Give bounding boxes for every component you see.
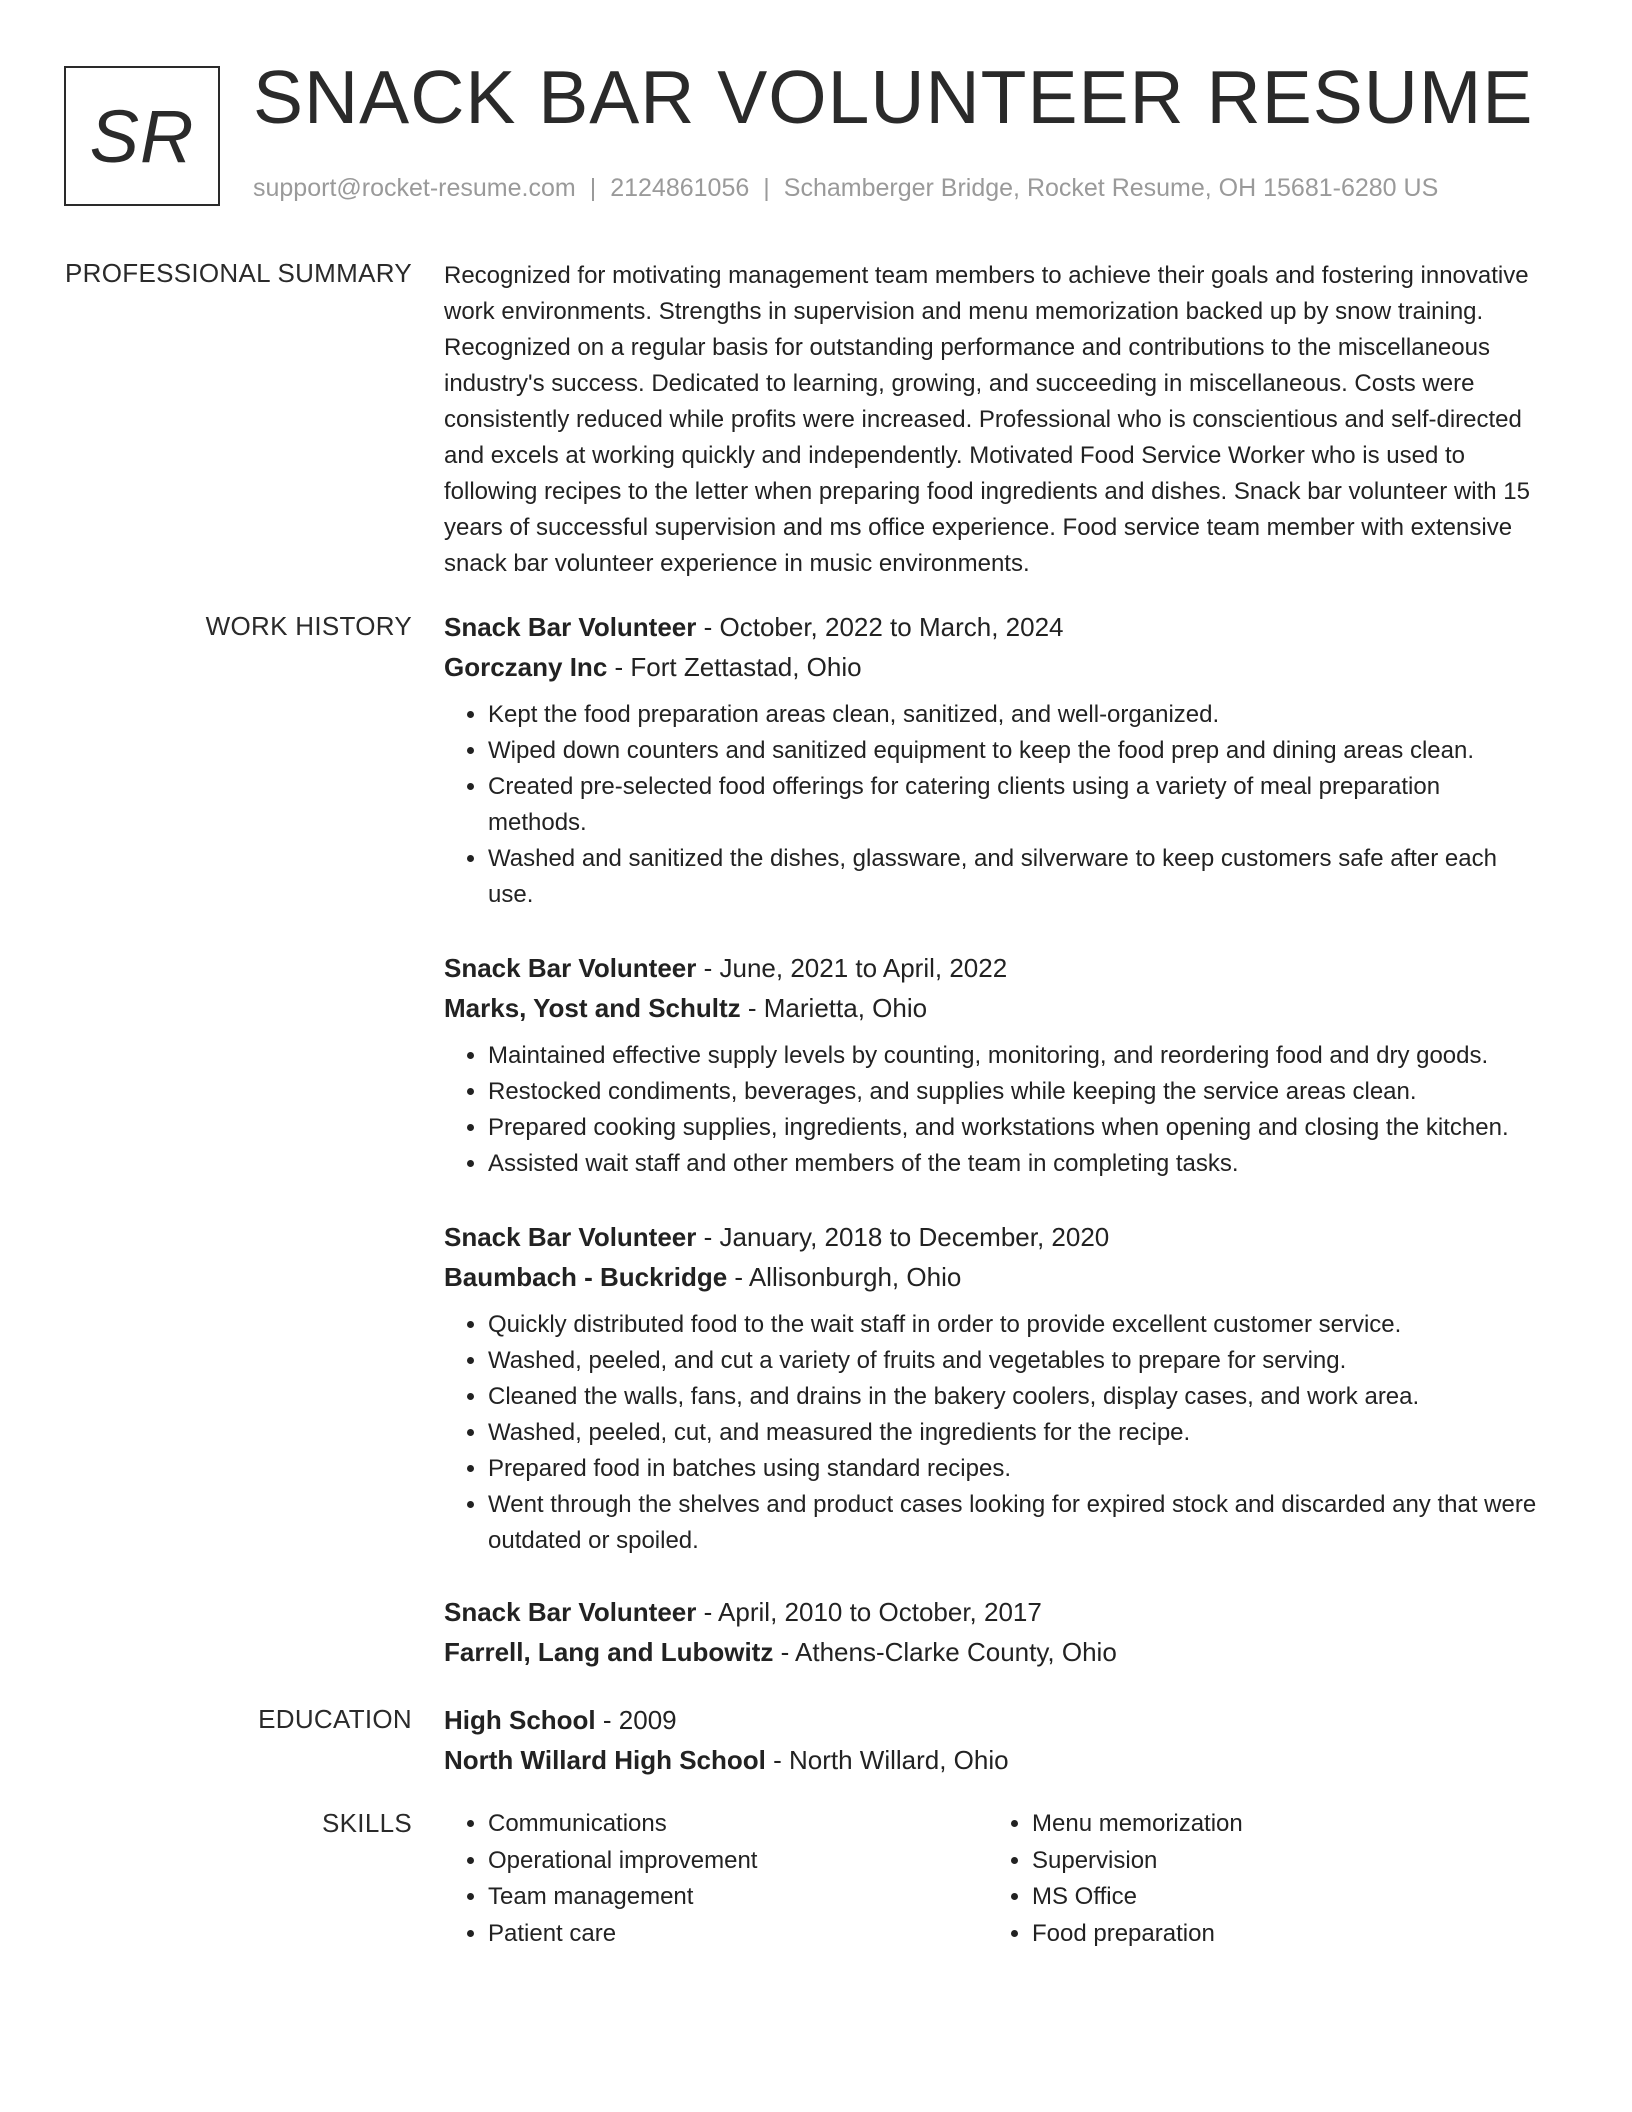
skill-item: • Communications bbox=[488, 1806, 757, 1843]
section-label-skills: SKILLS bbox=[322, 1808, 412, 1838]
job-company: Baumbach - Buckridge bbox=[444, 1262, 728, 1292]
summary-text: Recognized for motivating management team members to achieve their goals and fostering innovative work environments. Strengths in supervision and menu memorization backed up by snow training. Recognized on a regular basis for outstanding performance and contributions to the miscellaneous industry's success. Dedicated to learning, growing, and succeeding in miscellaneous. Costs were consistently reduced while profits were increased. Professional who is conscientious and self-directed and excels at working quickly and independently. Motivated Food Service Worker who is used to following recipes to the letter when preparing food ingredients and dishes. Snack bar volunteer with 15 years of successful supervision and ms office experience. Food service team member with extensive snack bar volunteer experience in music environments. bbox=[444, 262, 1530, 577]
contact-address: Schamberger Bridge, Rocket Resume, OH 15681-6280 US bbox=[783, 174, 1439, 202]
job-bullet: • Went through the shelves and product cases looking for expired stock and discarded any that were outdated or spoiled. bbox=[488, 1487, 1544, 1559]
job-bullet: • Prepared cooking supplies, ingredients, and workstations when opening and closing the kitchen. bbox=[488, 1110, 1544, 1146]
job-title-line bbox=[444, 1592, 1544, 1632]
job-company: Marks, Yost and Schultz bbox=[444, 993, 741, 1023]
job-dates: - October, 2022 to March, 2024 bbox=[696, 612, 1064, 642]
job-bullet: • Assisted wait staff and other members of the team in completing tasks. bbox=[488, 1146, 1544, 1182]
job-title: Snack Bar Volunteer bbox=[444, 1597, 697, 1627]
contact-email[interactable]: support@rocket-resume.com bbox=[253, 174, 576, 202]
skill-item: • Team management bbox=[488, 1879, 757, 1916]
job-bullet: • Washed, peeled, and cut a variety of fruits and vegetables to prepare for serving. bbox=[488, 1343, 1544, 1379]
job-location: - Fort Zettastad, Ohio bbox=[607, 652, 862, 682]
job-dates: - January, 2018 to December, 2020 bbox=[696, 1222, 1110, 1252]
job-location: - Athens-Clarke County, Ohio bbox=[773, 1637, 1117, 1667]
job-bullet: • Wiped down counters and sanitized equipment to keep the food prep and dining areas clean. bbox=[488, 733, 1544, 769]
section-label-summary: PROFESSIONAL SUMMARY bbox=[65, 258, 412, 288]
skills-list-right bbox=[988, 1806, 1243, 1952]
job-location: - Marietta, Ohio bbox=[740, 993, 928, 1023]
skill-item: • Patient care bbox=[488, 1916, 757, 1953]
job-bullet: • Restocked condiments, beverages, and supplies while keeping the service areas clean. bbox=[488, 1074, 1544, 1110]
contact-line bbox=[253, 174, 1438, 203]
job-company: Gorczany Inc bbox=[444, 652, 608, 682]
skill-item: • Menu memorization bbox=[1032, 1806, 1243, 1843]
job-entry bbox=[444, 1592, 1544, 1672]
education-location: - North Willard, Ohio bbox=[765, 1745, 1009, 1775]
section-label-work-history: WORK HISTORY bbox=[205, 611, 412, 641]
skills-list-left bbox=[444, 1806, 757, 1952]
job-title: Snack Bar Volunteer bbox=[444, 1222, 697, 1252]
job-bullets bbox=[444, 1307, 1544, 1559]
job-bullet: • Prepared food in batches using standard recipes. bbox=[488, 1451, 1544, 1487]
job-entry bbox=[444, 948, 1544, 1182]
education-entry bbox=[444, 1700, 1544, 1780]
job-bullet: • Quickly distributed food to the wait staff in order to provide excellent customer service. bbox=[488, 1307, 1544, 1343]
job-bullets bbox=[444, 697, 1544, 913]
job-title-line bbox=[444, 1217, 1544, 1257]
contact-separator: | bbox=[589, 174, 597, 202]
job-bullet: • Washed, peeled, cut, and measured the ingredients for the recipe. bbox=[488, 1415, 1544, 1451]
job-company: Farrell, Lang and Lubowitz bbox=[444, 1637, 774, 1667]
education-school: North Willard High School bbox=[444, 1745, 766, 1775]
monogram-logo: SR bbox=[64, 66, 220, 206]
contact-phone: 2124861056 bbox=[610, 174, 750, 202]
job-bullet: • Washed and sanitized the dishes, glassware, and silverware to keep customers safe after each use. bbox=[488, 841, 1544, 913]
job-bullet: • Cleaned the walls, fans, and drains in the bakery coolers, display cases, and work area. bbox=[488, 1379, 1544, 1415]
section-label-education: EDUCATION bbox=[258, 1704, 412, 1734]
skill-item: • Supervision bbox=[1032, 1843, 1243, 1880]
job-dates: - June, 2021 to April, 2022 bbox=[696, 953, 1008, 983]
job-bullets bbox=[444, 1038, 1544, 1182]
job-title: Snack Bar Volunteer bbox=[444, 953, 697, 983]
education-degree-line bbox=[444, 1700, 1544, 1740]
education-school-line bbox=[444, 1740, 1544, 1780]
job-bullet: • Kept the food preparation areas clean, sanitized, and well-organized. bbox=[488, 697, 1544, 733]
skill-item: • MS Office bbox=[1032, 1879, 1243, 1916]
job-location: - Allisonburgh, Ohio bbox=[727, 1262, 962, 1292]
job-dates: - April, 2010 to October, 2017 bbox=[696, 1597, 1042, 1627]
job-company-line bbox=[444, 988, 1544, 1028]
job-entry bbox=[444, 607, 1544, 913]
contact-separator: | bbox=[763, 174, 770, 202]
job-title-line bbox=[444, 948, 1544, 988]
resume-title: SNACK BAR VOLUNTEER RESUME bbox=[253, 55, 1534, 139]
job-entry bbox=[444, 1217, 1544, 1559]
job-company-line bbox=[444, 1257, 1544, 1297]
job-bullet: • Maintained effective supply levels by counting, monitoring, and reordering food and dry goods. bbox=[488, 1038, 1544, 1074]
education-degree: High School bbox=[444, 1705, 596, 1735]
skill-item: • Food preparation bbox=[1032, 1916, 1243, 1953]
job-title-line bbox=[444, 607, 1544, 647]
job-company-line bbox=[444, 647, 1544, 687]
job-company-line bbox=[444, 1632, 1544, 1672]
job-bullet: • Created pre-selected food offerings for catering clients using a variety of meal preparation methods. bbox=[488, 769, 1544, 841]
job-title: Snack Bar Volunteer bbox=[444, 612, 697, 642]
education-year: - 2009 bbox=[595, 1705, 677, 1735]
skill-item: • Operational improvement bbox=[488, 1843, 757, 1880]
